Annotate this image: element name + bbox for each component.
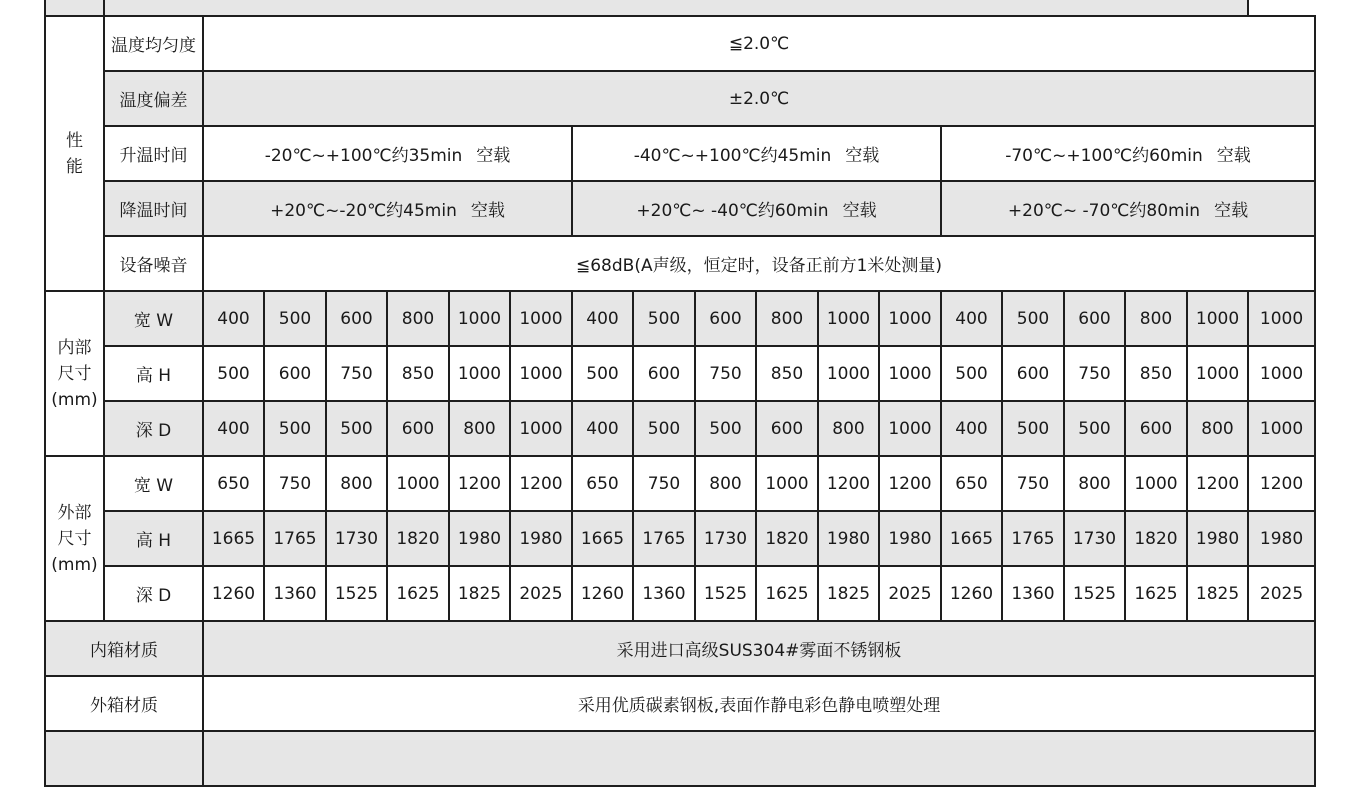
- dimension-value: 800: [1187, 401, 1248, 456]
- category-performance: 性 能: [45, 16, 104, 291]
- dimension-value: 1730: [1064, 511, 1125, 566]
- dimension-value: 750: [1002, 456, 1064, 511]
- dimension-value: 500: [264, 291, 326, 346]
- dimension-value: 1000: [756, 456, 818, 511]
- dimension-value: 1000: [1248, 401, 1315, 456]
- dimension-value: 500: [1002, 401, 1064, 456]
- dimension-value: 750: [264, 456, 326, 511]
- label-outer-material: 外箱材质: [45, 676, 203, 731]
- dimension-value: 2025: [510, 566, 572, 621]
- clipped-bottom-label: [45, 731, 203, 786]
- cooling-cell: +20℃~ -40℃约60min 空载: [572, 181, 941, 236]
- dimension-value: 1360: [633, 566, 695, 621]
- row-outer-height: [45, 511, 1315, 566]
- dimension-value: 600: [1064, 291, 1125, 346]
- dimension-value: 1525: [695, 566, 756, 621]
- dimension-value: 1000: [510, 401, 572, 456]
- value-outer-material: 采用优质碳素钢板,表面作静电彩色静电喷塑处理: [203, 676, 1315, 731]
- dimension-value: 1765: [633, 511, 695, 566]
- dimension-value: 1980: [449, 511, 510, 566]
- cooling-cell: +20℃~ -70℃约80min 空载: [941, 181, 1315, 236]
- category-outer-size: 外部 尺寸 (mm): [45, 456, 104, 621]
- dimension-value: 1000: [449, 291, 510, 346]
- row-inner-height: [45, 346, 1315, 401]
- dimension-value: 500: [695, 401, 756, 456]
- dimension-value: 1260: [941, 566, 1002, 621]
- row-inner-width: [45, 291, 1315, 346]
- dimension-value: 1730: [326, 511, 387, 566]
- row-outer-width: [45, 456, 1315, 511]
- dimension-value: 600: [326, 291, 387, 346]
- dimension-value: 1820: [1125, 511, 1187, 566]
- dimension-value: 1980: [1248, 511, 1315, 566]
- dimension-value: 800: [449, 401, 510, 456]
- value-inner-material: 采用进口高级SUS304#雾面不锈钢板: [203, 621, 1315, 676]
- dimension-value: 1765: [264, 511, 326, 566]
- dimension-value: 1000: [1187, 291, 1248, 346]
- label-cooling: 降温时间: [104, 181, 203, 236]
- dimension-value: 600: [264, 346, 326, 401]
- row-inner-depth: [45, 401, 1315, 456]
- dimension-value: 1200: [449, 456, 510, 511]
- dimension-value: 1200: [879, 456, 941, 511]
- dimension-value: 1825: [449, 566, 510, 621]
- label-inner-width: 宽 W: [104, 291, 203, 346]
- dimension-value: 2025: [879, 566, 941, 621]
- dimension-value: 1000: [818, 291, 879, 346]
- dimension-value: 1000: [1125, 456, 1187, 511]
- label-uniformity: 温度均匀度: [104, 16, 203, 71]
- dimension-value: 1260: [203, 566, 264, 621]
- dimension-value: 1525: [1064, 566, 1125, 621]
- value-deviation: ±2.0℃: [203, 71, 1315, 126]
- dimension-value: 1665: [572, 511, 633, 566]
- clipped-label-cell: [45, 0, 104, 16]
- dimension-value: 800: [695, 456, 756, 511]
- dimension-value: 500: [264, 401, 326, 456]
- heating-cell: -40℃~+100℃约45min 空载: [572, 126, 941, 181]
- row-outer-depth: [45, 566, 1315, 621]
- dimension-value: 850: [756, 346, 818, 401]
- dimension-value: 600: [633, 346, 695, 401]
- dimension-value: 600: [756, 401, 818, 456]
- label-inner-height: 高 H: [104, 346, 203, 401]
- dimension-value: 800: [756, 291, 818, 346]
- label-inner-material: 内箱材质: [45, 621, 203, 676]
- dimension-value: 1200: [818, 456, 879, 511]
- label-outer-height: 高 H: [104, 511, 203, 566]
- dimension-value: 1625: [1125, 566, 1187, 621]
- dimension-value: 1980: [818, 511, 879, 566]
- label-inner-depth: 深 D: [104, 401, 203, 456]
- dimension-value: 650: [203, 456, 264, 511]
- clipped-bottom-value: [203, 731, 1315, 786]
- dimension-value: 1000: [879, 401, 941, 456]
- value-noise: ≦68dB(A声级，恒定时，设备正前方1米处测量): [203, 236, 1315, 291]
- label-outer-width: 宽 W: [104, 456, 203, 511]
- dimension-value: 1200: [510, 456, 572, 511]
- dimension-value: 1000: [1248, 346, 1315, 401]
- dimension-value: 400: [572, 291, 633, 346]
- dimension-value: 500: [572, 346, 633, 401]
- dimension-value: 1525: [326, 566, 387, 621]
- dimension-value: 850: [387, 346, 449, 401]
- dimension-value: 1625: [756, 566, 818, 621]
- dimension-value: 1625: [387, 566, 449, 621]
- dimension-value: 400: [941, 401, 1002, 456]
- dimension-value: 1980: [879, 511, 941, 566]
- row-uniformity: [45, 16, 1315, 71]
- dimension-value: 500: [941, 346, 1002, 401]
- dimension-value: 1665: [203, 511, 264, 566]
- row-cooling: [45, 181, 1315, 236]
- dimension-value: 800: [1064, 456, 1125, 511]
- dimension-value: 1980: [1187, 511, 1248, 566]
- row-outer-material: [45, 676, 1315, 731]
- spec-table: [44, 0, 1316, 787]
- row-deviation: [45, 71, 1315, 126]
- dimension-value: 800: [326, 456, 387, 511]
- clipped-bottom-row: [45, 731, 1315, 786]
- dimension-value: 500: [1064, 401, 1125, 456]
- cooling-cell: +20℃~-20℃约45min 空载: [203, 181, 572, 236]
- dimension-value: 600: [387, 401, 449, 456]
- dimension-value: 1825: [818, 566, 879, 621]
- dimension-value: 1665: [941, 511, 1002, 566]
- label-deviation: 温度偏差: [104, 71, 203, 126]
- dimension-value: 750: [326, 346, 387, 401]
- dimension-value: 400: [941, 291, 1002, 346]
- dimension-value: 1360: [1002, 566, 1064, 621]
- dimension-value: 1000: [1248, 291, 1315, 346]
- dimension-value: 800: [1125, 291, 1187, 346]
- dimension-value: 1000: [818, 346, 879, 401]
- dimension-value: 500: [326, 401, 387, 456]
- label-heating: 升温时间: [104, 126, 203, 181]
- dimension-value: 1000: [1187, 346, 1248, 401]
- dimension-value: 600: [695, 291, 756, 346]
- dimension-value: 1000: [510, 346, 572, 401]
- dimension-value: 400: [203, 401, 264, 456]
- dimension-value: 1730: [695, 511, 756, 566]
- dimension-value: 1825: [1187, 566, 1248, 621]
- label-outer-depth: 深 D: [104, 566, 203, 621]
- dimension-value: 400: [203, 291, 264, 346]
- dimension-value: 1000: [879, 291, 941, 346]
- dimension-value: 1000: [387, 456, 449, 511]
- row-inner-material: [45, 621, 1315, 676]
- heating-cell: -70℃~+100℃约60min 空载: [941, 126, 1315, 181]
- dimension-value: 1820: [756, 511, 818, 566]
- dimension-value: 850: [1125, 346, 1187, 401]
- dimension-value: 800: [387, 291, 449, 346]
- dimension-value: 1765: [1002, 511, 1064, 566]
- dimension-value: 500: [633, 291, 695, 346]
- dimension-value: 1200: [1187, 456, 1248, 511]
- dimension-value: 1000: [449, 346, 510, 401]
- clipped-value-cell: [104, 0, 1248, 16]
- dimension-value: 1980: [510, 511, 572, 566]
- dimension-value: 650: [941, 456, 1002, 511]
- row-noise: [45, 236, 1315, 291]
- dimension-value: 500: [203, 346, 264, 401]
- dimension-value: 1820: [387, 511, 449, 566]
- dimension-value: 2025: [1248, 566, 1315, 621]
- dimension-value: 800: [818, 401, 879, 456]
- dimension-value: 750: [695, 346, 756, 401]
- clipped-top-row: [45, 0, 1315, 16]
- dimension-value: 1260: [572, 566, 633, 621]
- dimension-value: 750: [1064, 346, 1125, 401]
- dimension-value: 500: [633, 401, 695, 456]
- value-uniformity: ≦2.0℃: [203, 16, 1315, 71]
- dimension-value: 500: [1002, 291, 1064, 346]
- dimension-value: 1360: [264, 566, 326, 621]
- dimension-value: 1000: [510, 291, 572, 346]
- row-heating: [45, 126, 1315, 181]
- dimension-value: 600: [1125, 401, 1187, 456]
- dimension-value: 650: [572, 456, 633, 511]
- dimension-value: 400: [572, 401, 633, 456]
- label-noise: 设备噪音: [104, 236, 203, 291]
- heating-cell: -20℃~+100℃约35min 空载: [203, 126, 572, 181]
- dimension-value: 600: [1002, 346, 1064, 401]
- category-inner-size: 内部 尺寸 (mm): [45, 291, 104, 456]
- dimension-value: 1200: [1248, 456, 1315, 511]
- dimension-value: 1000: [879, 346, 941, 401]
- dimension-value: 750: [633, 456, 695, 511]
